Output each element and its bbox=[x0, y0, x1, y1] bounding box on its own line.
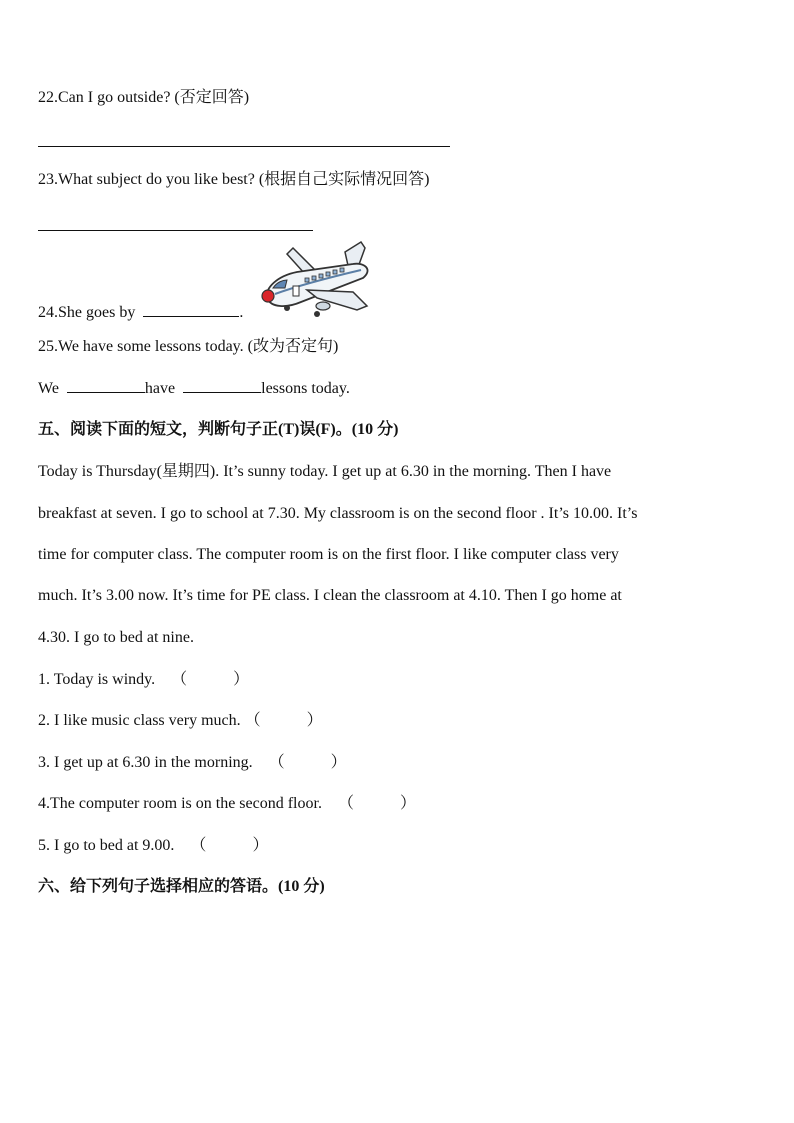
tf-item-3 bbox=[38, 753, 347, 773]
passage-line: Today is Thursday(星期四). It’s sunny today. I get up at 6.30 in the morning. Then I have bbox=[38, 463, 612, 480]
paren-close: ） bbox=[252, 837, 269, 854]
question-22: 22.Can I go outside? (否定回答) bbox=[38, 89, 250, 106]
question-24-period: . bbox=[239, 304, 244, 321]
passage-line: breakfast at seven. I go to school at 7.30. My classroom is on the second floor . It’s 10.00. It’s bbox=[38, 505, 638, 522]
answer-blank-25b[interactable] bbox=[183, 378, 261, 393]
answer-line-23[interactable] bbox=[38, 230, 313, 231]
answer-word-lessons: lessons today. bbox=[261, 380, 350, 397]
paren-open: （ bbox=[190, 837, 207, 854]
tf-item-text: 3. I get up at 6.30 in the morning. bbox=[38, 754, 253, 771]
paren-open: （ bbox=[244, 712, 261, 729]
passage-line: 4.30. I go to bed at nine. bbox=[38, 629, 194, 646]
paren-open: （ bbox=[337, 795, 354, 812]
question-25: 25.We have some lessons today. (改为否定句) bbox=[38, 338, 339, 355]
tf-item-text: 5. I go to bed at 9.00. bbox=[38, 837, 175, 854]
tf-item-5 bbox=[38, 836, 268, 856]
tf-item-2 bbox=[38, 711, 323, 731]
question-24-text: 24.She goes by bbox=[38, 304, 136, 321]
tf-item-text: 4.The computer room is on the second floor. bbox=[38, 795, 322, 812]
question-23: 23.What subject do you like best? (根据自己实际情况回答) bbox=[38, 171, 430, 188]
tf-item-text: 2. I like music class very much. bbox=[38, 712, 241, 729]
question-24 bbox=[38, 302, 243, 323]
section-6-title: 六、给下列句子选择相应的答语。(10 分) bbox=[38, 878, 325, 895]
tf-item-text: 1. Today is windy. bbox=[38, 671, 156, 688]
paren-close: ） bbox=[399, 795, 416, 812]
paren-close: ） bbox=[233, 671, 250, 688]
paren-close: ） bbox=[306, 712, 323, 729]
paren-close: ） bbox=[330, 754, 347, 771]
answer-word-we: We bbox=[38, 380, 59, 397]
tf-item-1 bbox=[38, 670, 249, 690]
airplane-icon bbox=[257, 240, 377, 320]
question-25-answer bbox=[38, 378, 350, 399]
paren-open: （ bbox=[171, 671, 188, 688]
passage-line: time for computer class. The computer room is on the first floor. I like computer class very bbox=[38, 546, 619, 563]
answer-blank-24[interactable] bbox=[143, 302, 239, 317]
section-5-title: 五、阅读下面的短文，判断句子正(T)误(F)。(10 分) bbox=[38, 421, 399, 438]
answer-word-have: have bbox=[144, 380, 176, 397]
paren-open: （ bbox=[268, 754, 285, 771]
tf-item-4 bbox=[38, 794, 416, 814]
answer-line-22[interactable] bbox=[38, 146, 450, 147]
answer-blank-25a[interactable] bbox=[67, 378, 145, 393]
passage-line: much. It’s 3.00 now. It’s time for PE class. I clean the classroom at 4.10. Then I go home at bbox=[38, 587, 622, 604]
